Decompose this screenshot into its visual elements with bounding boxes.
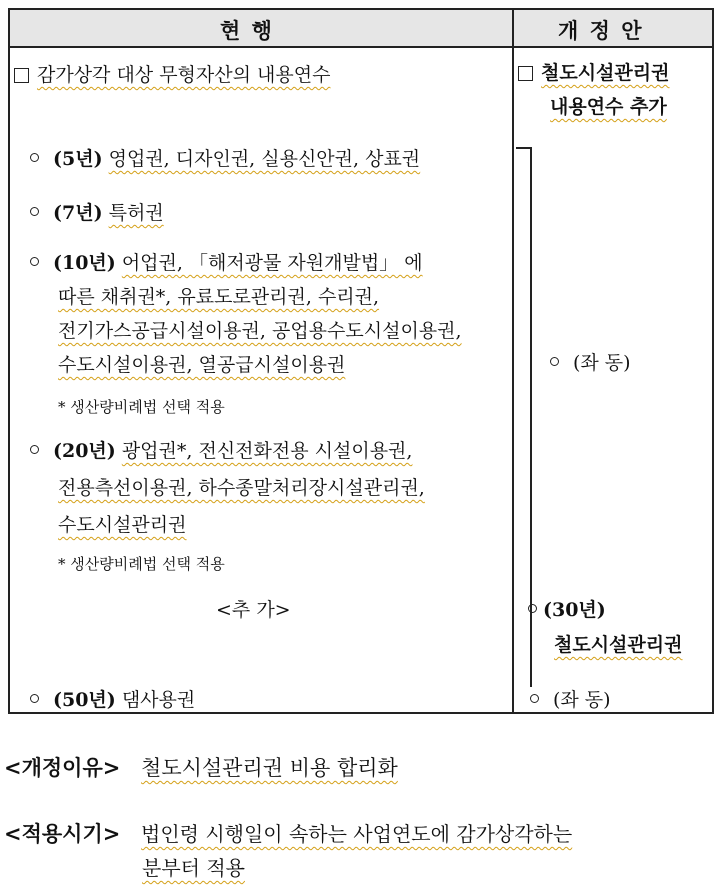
- checkbox-icon: [518, 66, 533, 81]
- circle-bullet-icon: [530, 694, 539, 703]
- same-as-left: (좌 동): [530, 685, 611, 712]
- right-heading-line2: 내용연수 추가: [550, 96, 667, 118]
- footnote: * 생산량비례법 선택 적용: [58, 555, 225, 573]
- comparison-table: [8, 8, 714, 714]
- list-item: (7년) 특허권: [30, 198, 164, 225]
- column-divider: [512, 10, 514, 712]
- effective-label: <적용시기>: [4, 821, 121, 846]
- add-marker: <추 가>: [216, 599, 291, 621]
- circle-bullet-icon: [30, 257, 39, 266]
- list-item: (50년) 댐사용권: [30, 685, 195, 712]
- reason-label: <개정이유>: [4, 755, 121, 780]
- list-item: (20년) 광업권*, 전신전화전용 시설이용권,: [30, 436, 412, 463]
- footnote: * 생산량비례법 선택 적용: [58, 398, 225, 416]
- list-item-line: 전기가스공급시설이용권, 공업용수도시설이용권,: [58, 320, 462, 342]
- circle-bullet-icon: [30, 153, 39, 162]
- header-revision: 개 정 안: [558, 18, 644, 43]
- list-item-line: 따른 채취권*, 유료도로관리권, 수리권,: [58, 286, 380, 308]
- right-heading: 철도시설관리권: [518, 58, 669, 85]
- effective-text-line2: 분부터 적용: [142, 856, 245, 880]
- same-as-left: (좌 동): [550, 348, 631, 375]
- list-item: (5년) 영업권, 디자인권, 실용신안권, 상표권: [30, 144, 420, 171]
- new-item-name: 철도시설관리권: [554, 634, 683, 656]
- header-current: 현 행: [220, 18, 274, 43]
- circle-bullet-icon: [528, 604, 537, 613]
- circle-bullet-icon: [30, 445, 39, 454]
- circle-bullet-icon: [550, 357, 559, 366]
- circle-bullet-icon: [30, 207, 39, 216]
- list-item: (10년) 어업권, 「해저광물 자원개발법」 에: [30, 248, 423, 275]
- reason-text: 철도시설관리권 비용 합리화: [141, 756, 398, 780]
- checkbox-icon: [14, 68, 29, 83]
- list-item-line: 수도시설관리권: [58, 514, 187, 536]
- left-heading: [14, 60, 330, 87]
- list-item-line: 수도시설이용권, 열공급시설이용권: [58, 354, 346, 376]
- effective-row: [4, 818, 572, 848]
- circle-bullet-icon: [30, 694, 39, 703]
- effective-text: 법인령 시행일이 속하는 사업연도에 감가상각하는: [141, 822, 573, 846]
- list-item-line: 전용측선이용권, 하수종말처리장시설관리권,: [58, 477, 425, 499]
- left-heading-text: 감가상각 대상 무형자산의 내용연수: [37, 64, 331, 86]
- reason-row: [4, 752, 398, 782]
- new-item: (30년): [528, 595, 606, 622]
